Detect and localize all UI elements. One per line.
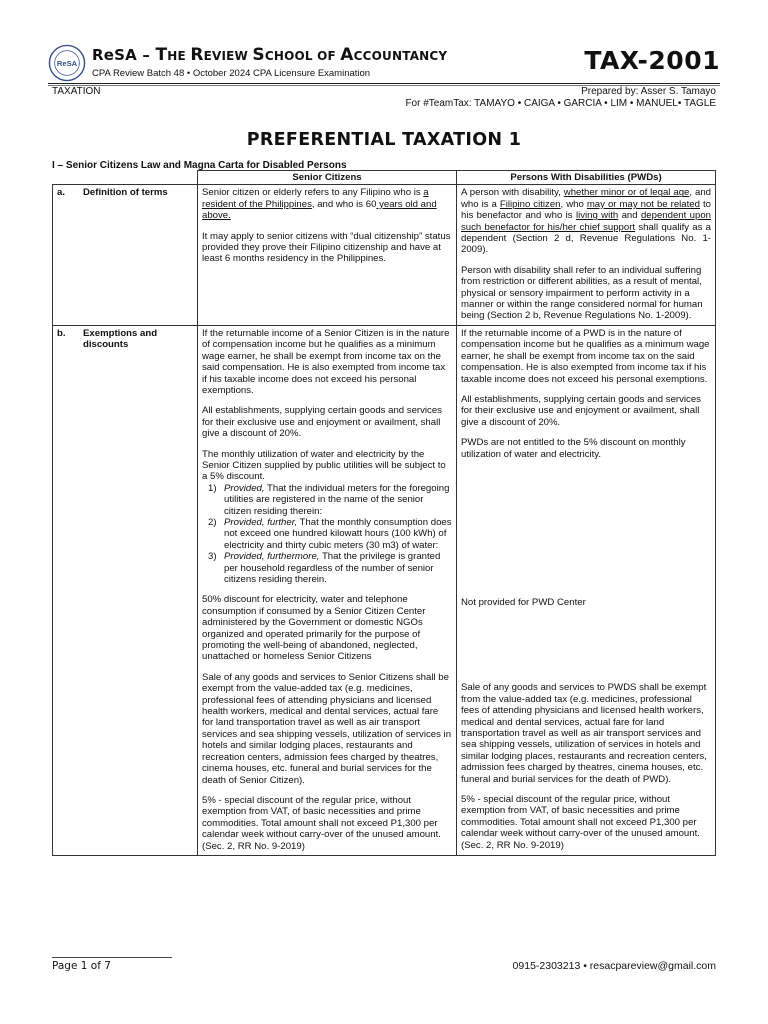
senior-special-discount: 5% - special discount of the regular price, without exemption from VAT, of basic necessities and prime commodities. Total amount shall not exceed P1,300 per calendar week without carry-over of the unused amount. (Sec. 2, RR No. 9-2019) [202, 794, 441, 852]
section-heading: I – Senior Citizens Law and Magna Carta for Disabled Persons [52, 160, 347, 171]
row-label: Definition of terms [83, 187, 168, 199]
senior-cell [198, 185, 457, 325]
pwd-definition: Person with disability shall refer to an individual suffering from restriction or different abilities, as a result of mental, physical or sensory impairment to perform activity in a manner or within the range considered normal for human being (Section 2 b, Revenue Regulations No. 1-2009). [461, 264, 703, 322]
pwd-income-exemption: If the returnable income of a PWD is in the nature of compensation income but he qualifies as a minimum wage earner, he shall be exempt from income tax on the said compensation. He is also exempted from income tax if his taxable income does not exceed his personal exemptions. [461, 327, 710, 385]
senior-center-discount: 50% discount for electricity, water and telephone consumption if consumed by a Senior Citizen Center administered by the Government or domestic NGOs organized and operated primarily for the purpose of promoting the well-being of abandoned, neglected, unattached or homeless Senior Citizens [202, 594, 426, 663]
column-header-pwd: Persons With Disabilities (PWDs) [457, 171, 716, 185]
pwd-dependent-definition: A person with disability, whether minor or of legal age, and who is a Filipino citizen, who may or may not be related to his benefactor and who is living with and dependent upon such benefactor for his/her chief support shall qualify as a dependent (Section 2 d, Revenue Regulations No. 1-2009). [461, 187, 712, 256]
row-label: Exemptions and discounts [83, 327, 158, 351]
batch-info: CPA Review Batch 48 • October 2024 CPA Licensure Examination [92, 68, 371, 79]
list-item: 2) Provided, further, That the monthly consumption does not exceed one hundred kilowatt hours (100 kWh) of electricity and thirty cubic meters (30 m3) of water: [208, 516, 452, 551]
table-row-exemptions [53, 325, 716, 855]
page-number: Page 1 of 7 [52, 960, 111, 972]
team-list: For #TeamTax: TAMAYO • CAIGA • GARCIA • LIM • MANUEL• TAGLE [405, 98, 716, 109]
comparison-table [52, 170, 716, 856]
table-header-row [53, 171, 716, 185]
footer-divider [52, 957, 172, 958]
senior-dual-citizenship: It may apply to senior citizens with “dual citizenship” status provided they prove their Filipino citizenship and have at least 6 months residency in the Philippines. [202, 230, 451, 265]
pwd-cell [457, 325, 716, 855]
school-name: ReSA – THE REVIEW SCHOOL OF ACCOUNTANCY [92, 45, 448, 65]
list-item: 1) Provided, That the individual meters for the foregoing utilities are registered in the name of the senior citizen residing therein: [208, 482, 450, 517]
senior-discount-20: All establishments, supplying certain goods and services for their exclusive use and enjoyment or availment, shall give a discount of 20%. [202, 405, 442, 440]
header-blank-cell [53, 171, 198, 185]
row-label-cell [53, 325, 198, 855]
header-divider [48, 83, 720, 84]
page-title: PREFERENTIAL TAXATION 1 [246, 130, 522, 150]
senior-definition: Senior citizen or elderly refers to any Filipino who is a resident of the Philippines, and who is 60 years old and above. [202, 187, 437, 222]
subject-label: TAXATION [52, 86, 101, 97]
prepared-by: Prepared by: Asser S. Tamayo [581, 86, 716, 97]
resa-logo-icon [48, 44, 86, 82]
table-row-definition [53, 185, 716, 325]
senior-cell [198, 325, 457, 855]
provisos-list [202, 483, 452, 586]
row-letter: b. [57, 327, 66, 339]
row-label-cell [53, 185, 198, 325]
pwd-cell [457, 185, 716, 325]
senior-income-exemption: If the returnable income of a Senior Citizen is in the nature of compensation income but he qualifies as a minimum wage earner, he shall be exempt from income tax on the said compensation. He is also exempted from income tax if his taxable income does not exceed his personal exemptions. [202, 327, 450, 396]
document-code: TAX-2001 [584, 46, 720, 75]
senior-utilities-discount: The monthly utilization of water and electricity by the Senior Citizen supplied by public utilities will be subject to a 5% discount. [202, 448, 446, 483]
senior-vat-exemption: Sale of any goods and services to Senior Citizens shall be exempt from the value-added tax (e.g. medicines, professional fees of attending physicians and licensed health workers, medical and dental services, actual fare for land transportation travel as well as air transport services and sea shipping vessels, utilization of services in hotels and similar lodging places, restaurants and recreation centers, admission fees charged by theatres, cinema houses, etc. funeral and burial services for the death of Senior Citizen). [202, 671, 452, 786]
pwd-center-note: Not provided for PWD Center [461, 596, 586, 608]
list-item: 3) Provided, furthermore, That the privilege is granted per household regardless of the number of senior citizens residing therein. [208, 551, 441, 585]
pwd-utilities-note: PWDs are not entitled to the 5% discount on monthly utilization of water and electricity. [461, 437, 686, 460]
footer-contact: 0915-2303213 • resacpareview@gmail.com [512, 960, 716, 972]
pwd-discount-20: All establishments, supplying certain goods and services for their exclusive use and enjoyment or availment, shall give a discount of 20%. [461, 393, 701, 428]
row-letter: a. [57, 187, 66, 199]
svg-text:ReSA: ReSA [56, 58, 78, 68]
document-header [48, 44, 720, 84]
pwd-special-discount: 5% - special discount of the regular price, without exemption from VAT, of basic necessities and prime commodities. Total amount shall not exceed P1,300 per calendar week without carry-over of the unused amount. (Sec. 2, RR No. 9-2019) [461, 794, 700, 851]
column-header-senior: Senior Citizens [198, 171, 457, 185]
pwd-vat-exemption: Sale of any goods and services to PWDS shall be exempt from the value-added tax (e.g. medicines, professional fees of attending physicians and licensed health workers, medical and dental services, actual fare for land transportation travel as well as air transport services and sea shipping vessels, utilization of services in hotels and similar lodging places, restaurants and recreation centers, admission fees charged by theatres, cinema houses, etc. funeral and burial services for the death of PWD). [461, 682, 707, 785]
